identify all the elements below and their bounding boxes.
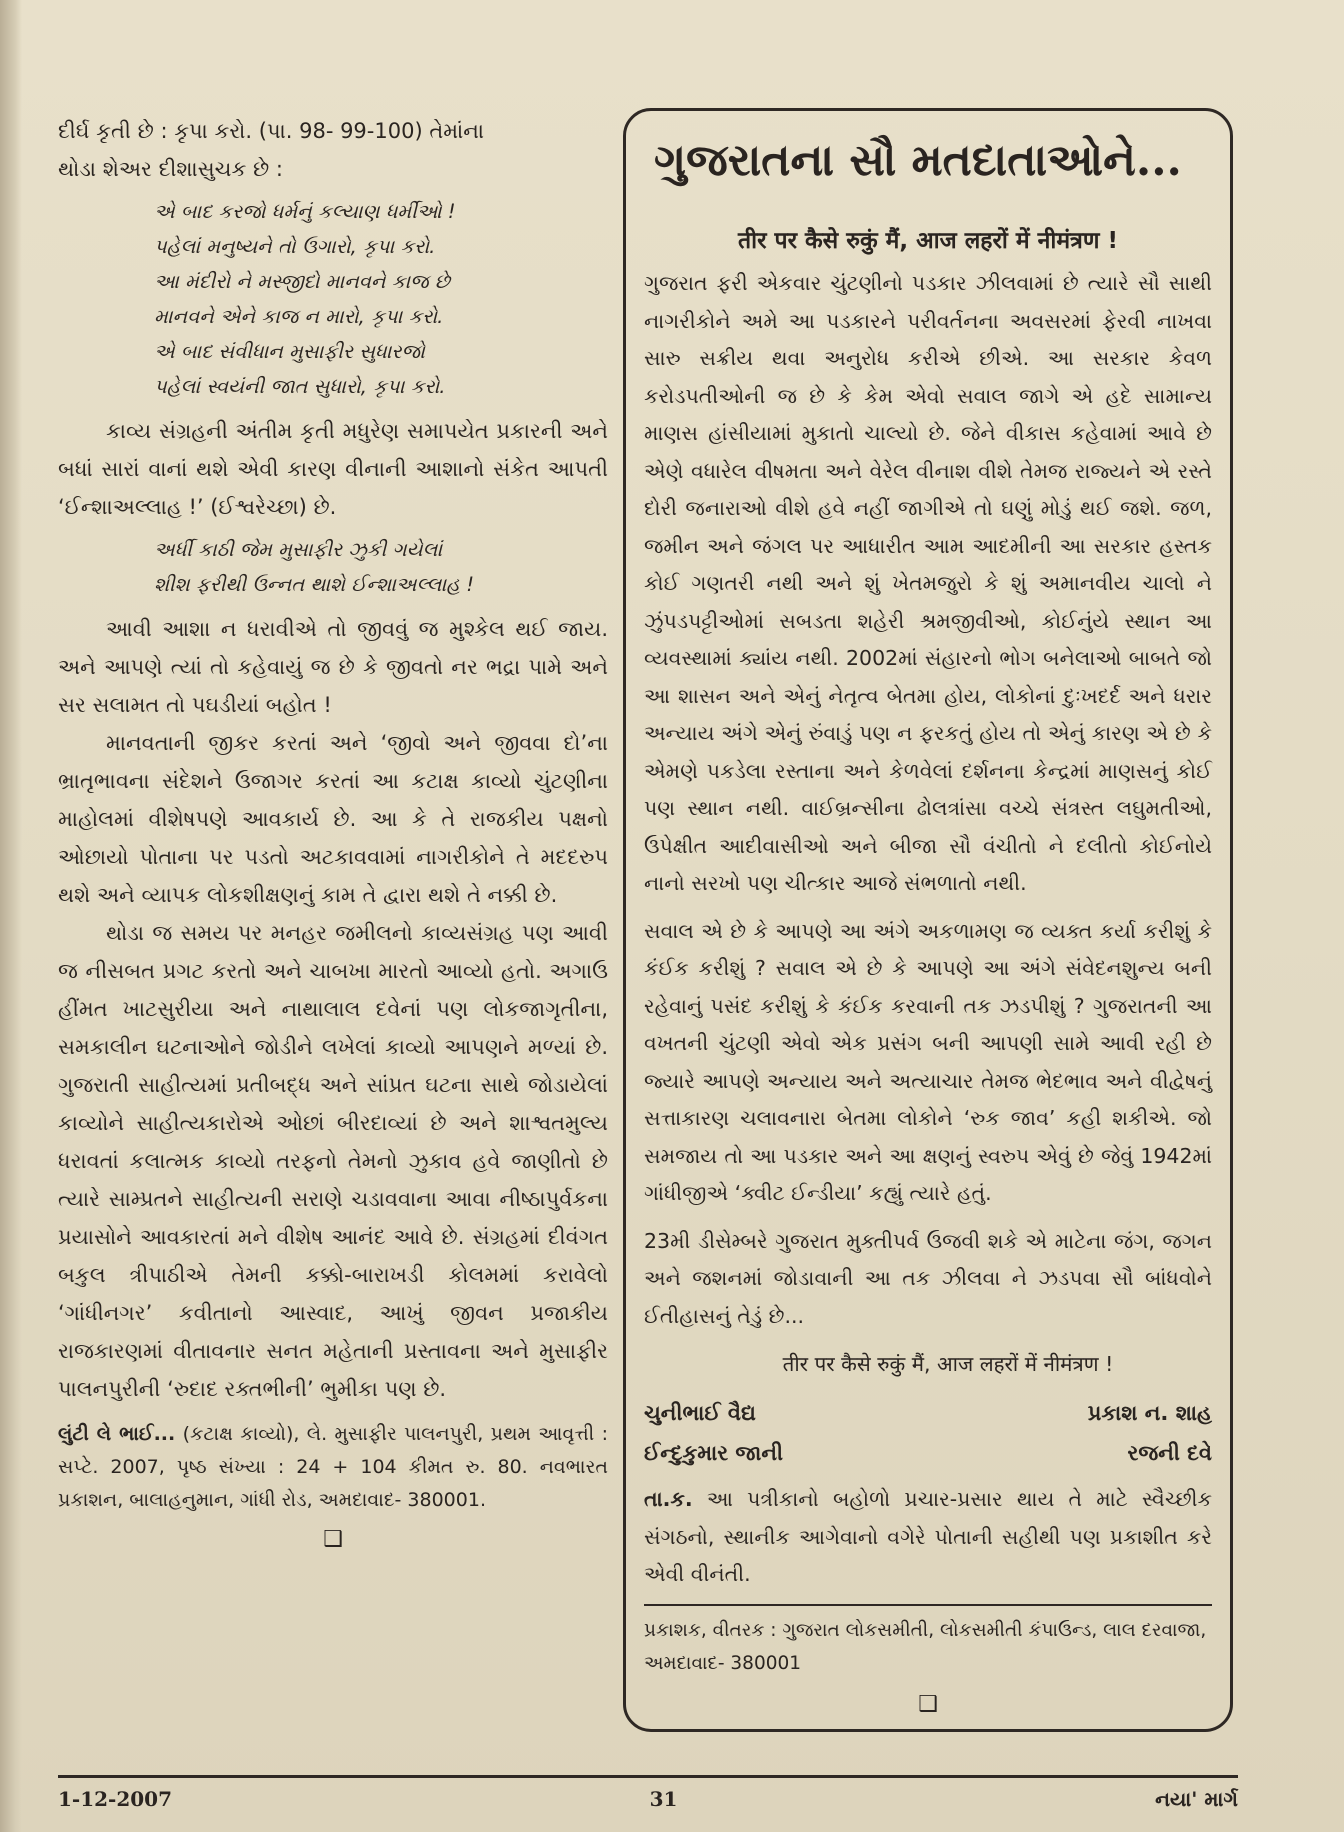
verse-line: એ બાદ સંવીધાન મુસાફીર સુધારજો [154, 340, 425, 363]
verse-line: એ બાદ કરજો ધર્મનું કલ્યાણ ધર્મીઓ ! [154, 200, 456, 223]
verse-line: અર્ધી કાઠી જેમ મુસાફીર ઝુકી ગયેલાં [154, 538, 443, 561]
verse-line: માનવને એને કાજ ન મારો, કૃપા કરો. [154, 305, 444, 328]
signatory-name: પ્રકાશ ન. શાહ [1087, 1401, 1212, 1425]
signatory-name: ઈન્દુકુમાર જાની [644, 1441, 784, 1465]
paragraph-hope: આવી આશા ન ધરાવીએ તો જીવવું જ મુશ્કેલ થઈ જાય. અને આપણે ત્યાં તો કહેવાયું જ છે કે જીવતો નર ભદ્રા પામે અને સર સલામત તો પઘડીયાં બહોત ! [58, 617, 608, 717]
box-end-mark: ❑ [918, 1691, 938, 1717]
paragraph-poetry-context: થોડા જ સમય પર મનહર જમીલનો કાવ્યસંગ્રહ પણ આવી જ નીસબત પ્રગટ કરતો અને ચાબખા મારતો આવ્યો હતો. અગાઉ હીંમત ખાટસુરીયા અને નાથાલાલ દવેનાં પણ લોકજાગૃતીના, સમકાલીન ઘટનાઓને જોડીને લખેલાં કાવ્યો આપણને મળ્યાં છે. ગુજરાતી સાહીત્યમાં પ્રતીબદ્ધ અને સાંપ્રત ઘટના સાથે જોડાયેલાં કાવ્યોને સાહીત્યકારોએ ઓછાં બીરદાવ્યાં છે અને શાશ્વતમુલ્ય ધરાવતાં કલાત્મક કાવ્યો તરફનો તેમનો ઝુકાવ હવે જાણીતો છે ત્યારે સામ્પ્રતને સાહીત્યની સરાણે ચડાવવાના આવા નીષ્ઠાપુર્વકના પ્રયાસોને આવકારતાં મને વીશેષ આનંદ આવે છે. સંગ્રહમાં દીવંગત બકુલ ત્રીપાઠીએ તેમની કક્કો-બારાખડી કોલમમાં કરાવેલો ‘ગાંધીનગર’ કવીતાનો આસ્વાદ, આખું જીવન પ્રજાકીય રાજકારણમાં વીતાવનાર સનત મહેતાની પ્રસ્તાવના અને મુસાફીર પાલનપુરીની ‘રુદાદ રક્તભીની’ ભુમીકા પણ છે. [58, 921, 608, 1401]
appeal-paragraph-2: સવાલ એ છે કે આપણે આ અંગે અકળામણ જ વ્યક્ત કર્યા કરીશું કે કંઈક કરીશું ? સવાલ એ છે કે આપણે આ અંગે સંવેદનશુન્ય બની રહેવાનું પસંદ કરીશું કે કંઈક કરવાની તક ઝડપીશું ? ગુજરાતની આ વખતની ચુંટણી એવો એક પ્રસંગ બની આપણી સામે આવી રહી છે જ્યારે આપણે અન્યાય અને અત્યાચાર તેમજ ભેદભાવ અને વીદ્વેષનું સત્તાકારણ ચલાવનારા બેતમા લોકોને ‘રુક જાવ’ કહી શકીએ. જો સમજાય તો આ પડકાર અને આ ક્ષણનું સ્વરુપ એવું છે જેવું 1942માં ગાંધીજીએ ‘ક્વીટ ઈન્ડીયા’ કહ્યું ત્યારે હતું. [644, 918, 1212, 1205]
paragraph-humanity: માનવતાની જીકર કરતાં અને ‘જીવો અને જીવવા દો’ના ભ્રાતૃભાવના સંદેશને ઉજાગર કરતાં આ કટાક્ષ કાવ્યો ચુંટણીના માહોલમાં વીશેષપણે આવકાર્ય છે. આ કે તે રાજકીય પક્ષનો ઓછાયો પોતાના પર પડતો અટકાવવામાં નાગરીકોને તે મદદરુપ થશે અને વ્યાપક લોકશીક્ષણનું કામ તે દ્વારા થશે તે નક્કી છે. [58, 731, 608, 907]
postscript-note [644, 1481, 1212, 1594]
appeal-paragraph-3: 23મી ડીસેમ્બરે ગુજરાત મુક્તીપર્વ ઉજવી શકે એ માટેના જંગ, જગન અને જશનમાં જોડાવાની આ તક ઝીલવા ને ઝડપવા સૌ બાંધવોને ઈતીહાસનું તેડું છે... [644, 1228, 1212, 1328]
magazine-name: નયા' માર્ગ [1155, 1787, 1238, 1811]
verse-line: આ મંદીરો ને મસ્જીદો માનવને કાજ છે [154, 270, 450, 293]
signatory-name: રજની દવે [1127, 1441, 1212, 1465]
verse-line: શીશ ફરીથી ઉન્નત થાશે ઈન્શાઅલ્લાહ ! [154, 573, 475, 596]
verse-block-2 [154, 532, 608, 602]
appeal-paragraph-1: ગુજરાત ફરી એકવાર ચુંટણીનો પડકાર ઝીલવામાં છે ત્યારે સૌ સાથી નાગરીકોને અમે આ પડકારને પરીવર્તનના અવસરમાં ફેરવી નાખવા સારુ સક્રીય થવા અનુરોધ કરીએ છીએ. આ સરકાર કેવળ કરોડપતીઓની જ છે કે કેમ એવો સવાલ જાગે એ હદે સામાન્ય માણસ હાંસીયામાં મુકાતો ચાલ્યો છે. જેને વીકાસ કહેવામાં આવે છે એણે વધારેલ વીષમતા અને વેરેલ વીનાશ વીશે તેમજ રાજ્યને એ રસ્તે દોરી જનારાઓ વીશે હવે નહીં જાગીએ તો ઘણું મોડું થઈ જશે. જળ, જમીન અને જંગલ પર આધારીત આમ આદમીની આ સરકાર હસ્તક કોઈ ગણતરી નથી અને શું ખેતમજુરો કે શું અમાનવીય ચાલો ને ઝુંપડપટ્ટીઓમાં સબડતા શહેરી શ્રમજીવીઓ, કોઈનુંયે સ્થાન આ વ્યવસ્થામાં ક્યાંય નથી. 2002માં સંહારનો ભોગ બનેલાઓ બાબતે જો આ શાસન અને એનું નેતૃત્વ બેતમા હોય, લોકોનાં દુઃખદર્દ અને ધરાર અન્યાય અંગે એનું રુંવાડું પણ ન ફરકતું હોય તો એનું કારણ એ છે કે એમણે પકડેલા રસ્તાના અને કેળવેલાં દર્શનના કેન્દ્રમાં માણસનું કોઈ પણ સ્થાન નથી. વાઈબ્રન્સીના ઢોલત્રાંસા વચ્ચે સંત્રસ્ત લઘુમતીઓ, ઉપેક્ષીત આદીવાસીઓ અને બીજા સૌ વંચીતો ને દલીતો કોઈનોયે નાનો સરખો પણ ચીત્કાર આજે સંભળાતો નથી. [644, 271, 1212, 895]
signatories-row-2 [644, 1433, 1212, 1473]
book-details [58, 1418, 608, 1517]
issue-date: 1-12-2007 [58, 1787, 173, 1811]
page-number: 31 [649, 1787, 678, 1811]
appeal-title: ગુજરાતના સૌ મતદાતાઓને... [654, 135, 1182, 186]
publisher-divider [644, 1604, 1212, 1606]
signatory-name: ચુનીભાઈ વૈદ્ય [644, 1401, 756, 1425]
intro-line-1: દીર્ઘ કૃતી છે : કૃપા કરો. (પા. 98- 99-100) તેમાંના [58, 119, 485, 143]
appeal-subtitle: तीर पर कैसे रुकुं मैं, आज लहरों में नीमंत्रण ! [738, 228, 1118, 254]
signatories-row-1 [644, 1393, 1212, 1433]
page-spine-shadow [0, 0, 22, 1832]
book-publication-info: (કટાક્ષ કાવ્યો), લે. મુસાફીર પાલનપુરી, પ્રથમ આવૃત્તી : સપ્ટે. 2007, પૃષ્ઠ સંખ્યા : 24 + 104 કીમત રુ. 80. નવભારત પ્રકાશન, બાલાહનુમાન, ગાંધી રોડ, અમદાવાદ- 380001. [58, 1423, 608, 1511]
left-column-article [58, 112, 608, 1552]
postscript-label: તા.ક. [644, 1487, 693, 1511]
end-of-article-mark: ❑ [323, 1527, 343, 1552]
intro-line-2: થોડા શેઅર દીશાસુચક છે : [58, 157, 283, 181]
footer-rule [58, 1775, 1238, 1778]
verse-line: પહેલાં મનુષ્યને તો ઉગારો, કૃપા કરો. [154, 235, 436, 258]
appeal-poem-line: तीर पर कैसे रुकुं मैं, आज लहरों में नीमंत्रण ! [782, 1352, 1114, 1376]
publisher-info: પ્રકાશક, વીતરક : ગુજરાત લોકસમીતી, લોકસમીતી કંપાઉન્ડ, લાલ દરવાજા, અમદાવાદ- 380001 [644, 1619, 1207, 1674]
book-title: લુંટી લે ભાઈ... [58, 1423, 176, 1445]
postscript-text: આ પત્રીકાનો બહોળો પ્રચાર-પ્રસાર થાય તે માટે સ્વૈચ્છીક સંગઠનો, સ્થાનીક આગેવાનો વગેરે પોતાની સહીથી પણ પ્રકાશીત કરે એવી વીનંતી. [644, 1487, 1212, 1586]
verse-line: પહેલાં સ્વયંની જાત સુધારો, કૃપા કરો. [154, 375, 446, 398]
verse-block-1 [154, 194, 608, 404]
paragraph-closing-poem: કાવ્ય સંગ્રહની અંતીમ કૃતી મધુરેણ સમાપયેત પ્રકારની અને બધાં સારાં વાનાં થશે એવી કારણ વીનાની આશાનો સંકેત આપતી ‘ઈન્શાઅલ્લાહ !’ (ઈશ્વરેચ્છા) છે. [58, 419, 608, 519]
page-footer [58, 1787, 1238, 1811]
voter-appeal-box [623, 108, 1233, 1732]
